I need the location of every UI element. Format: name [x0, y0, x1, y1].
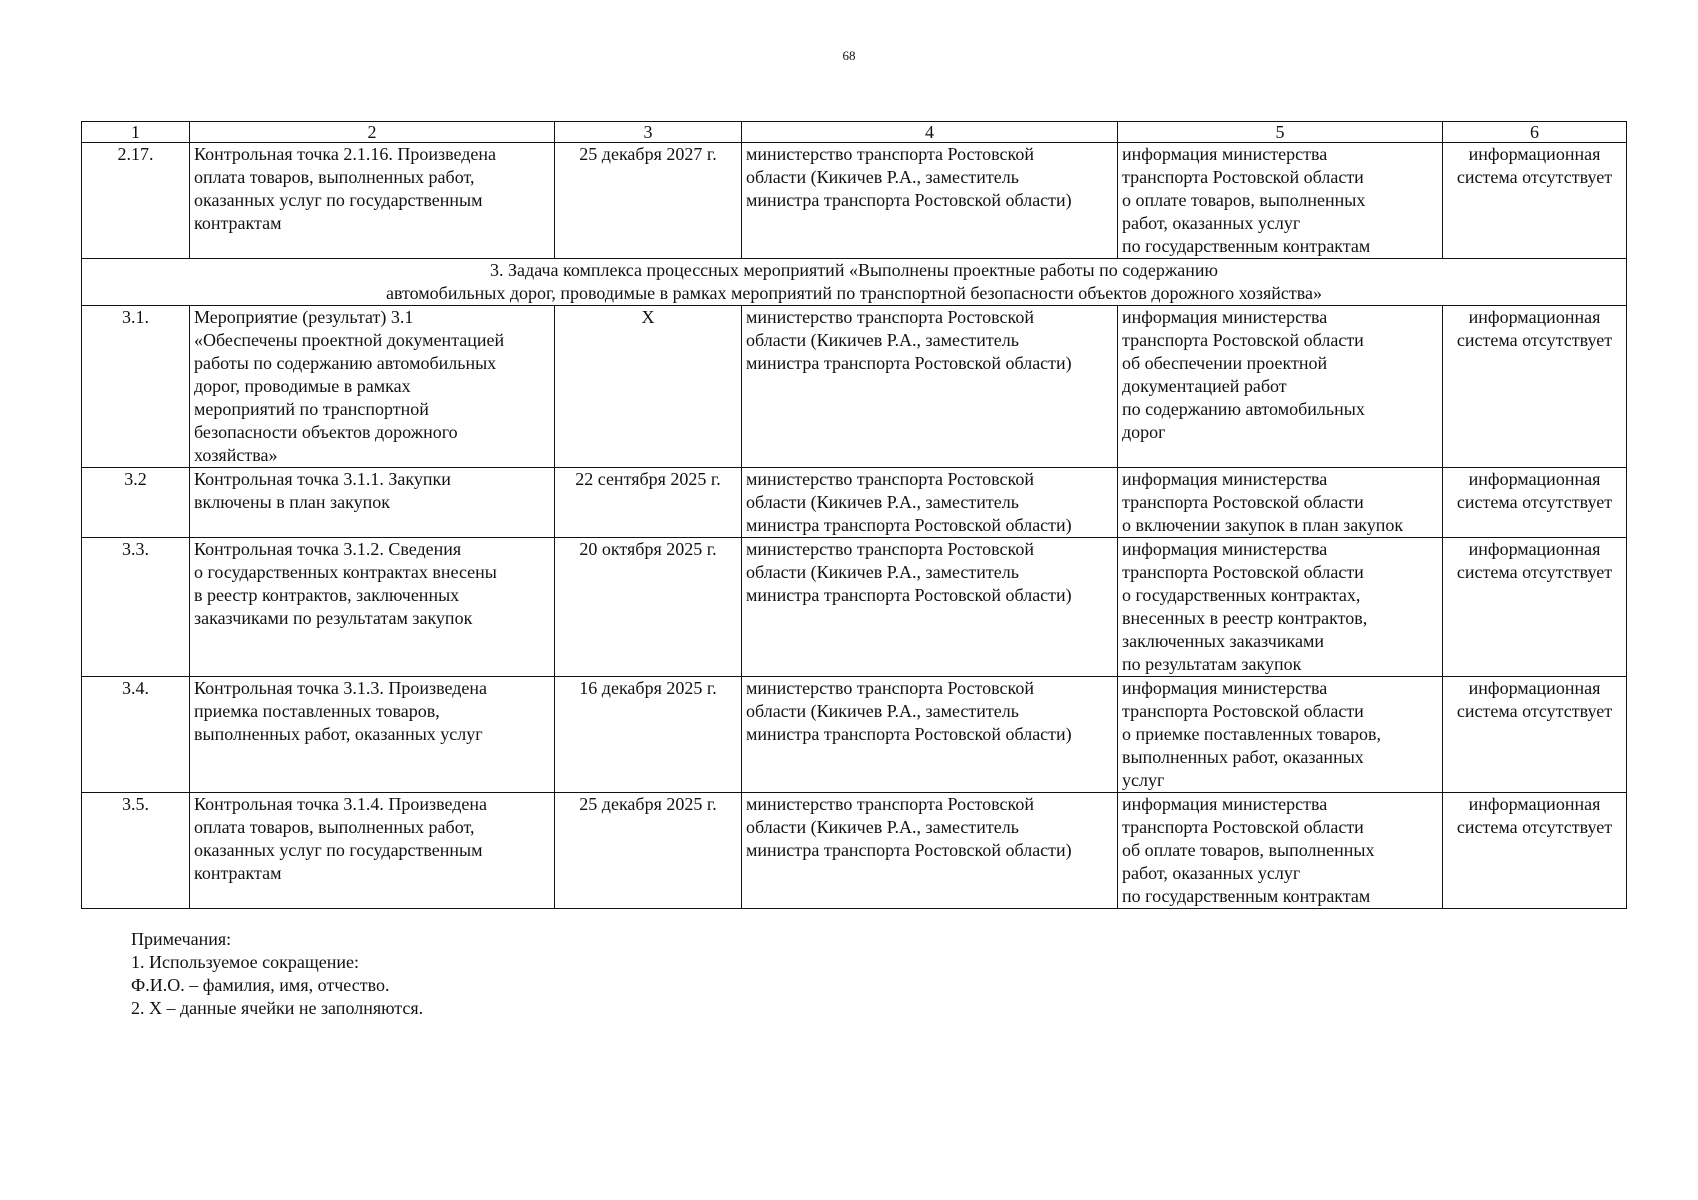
- deadline: 25 декабря 2025 г.: [555, 793, 742, 909]
- responsible: министерство транспорта Ростовской области (Кикичев Р.А., заместитель министра транспорта Ростовской области): [742, 468, 1118, 538]
- event-name: Контрольная точка 3.1.4. Произведена оплата товаров, выполненных работ, оказанных услуг по государственным контрактам: [190, 793, 555, 909]
- information-system: информационная система отсутствует: [1443, 468, 1627, 538]
- information-system: информационная система отсутствует: [1443, 306, 1627, 468]
- document-type: информация министерства транспорта Ростовской области о государственных контрактах, внесенных в реестр контрактов, заключенных заказчиками по результатам закупок: [1118, 538, 1443, 677]
- table-row: [82, 143, 1627, 259]
- responsible: министерство транспорта Ростовской области (Кикичев Р.А., заместитель министра транспорта Ростовской области): [742, 677, 1118, 793]
- column-header: 4: [742, 122, 1118, 143]
- information-system: информационная система отсутствует: [1443, 793, 1627, 909]
- information-system: информационная система отсутствует: [1443, 143, 1627, 259]
- event-name: Контрольная точка 3.1.1. Закупки включены в план закупок: [190, 468, 555, 538]
- note-line: 2. X – данные ячейки не заполняются.: [131, 998, 424, 1018]
- note-line: Ф.И.О. – фамилия, имя, отчество.: [131, 975, 390, 995]
- information-system: информационная система отсутствует: [1443, 538, 1627, 677]
- event-name: Контрольная точка 3.1.3. Произведена приемка поставленных товаров, выполненных работ, оказанных услуг: [190, 677, 555, 793]
- deadline: 20 октября 2025 г.: [555, 538, 742, 677]
- responsible: министерство транспорта Ростовской области (Кикичев Р.А., заместитель министра транспорта Ростовской области): [742, 793, 1118, 909]
- plan-table: [81, 121, 1627, 909]
- responsible: министерство транспорта Ростовской области (Кикичев Р.А., заместитель министра транспорта Ростовской области): [742, 538, 1118, 677]
- responsible: министерство транспорта Ростовской области (Кикичев Р.А., заместитель министра транспорта Ростовской области): [742, 306, 1118, 468]
- notes-block: [131, 928, 423, 1020]
- section-row: [82, 259, 1627, 306]
- column-header: 5: [1118, 122, 1443, 143]
- deadline: X: [555, 306, 742, 468]
- table-row: [82, 538, 1627, 677]
- column-header: 2: [190, 122, 555, 143]
- column-header: 1: [82, 122, 190, 143]
- document-type: информация министерства транспорта Ростовской области об оплате товаров, выполненных работ, оказанных услуг по государственным контрактам: [1118, 793, 1443, 909]
- deadline: 25 декабря 2027 г.: [555, 143, 742, 259]
- document-type: информация министерства транспорта Ростовской области о включении закупок в план закупок: [1118, 468, 1443, 538]
- row-number: 3.2: [82, 468, 190, 538]
- responsible: министерство транспорта Ростовской области (Кикичев Р.А., заместитель министра транспорта Ростовской области): [742, 143, 1118, 259]
- document-type: информация министерства транспорта Ростовской области об обеспечении проектной документацией работ по содержанию автомобильных дорог: [1118, 306, 1443, 468]
- table-row: [82, 306, 1627, 468]
- table-row: [82, 468, 1627, 538]
- event-name: Контрольная точка 2.1.16. Произведена оплата товаров, выполненных работ, оказанных услуг по государственным контрактам: [190, 143, 555, 259]
- column-header: 6: [1443, 122, 1627, 143]
- event-name: Мероприятие (результат) 3.1 «Обеспечены проектной документацией работы по содержанию автомобильных дорог, проводимые в рамках мероприятий по транспортной безопасности объектов дорожного хозяйства»: [190, 306, 555, 468]
- table-row: [82, 677, 1627, 793]
- deadline: 22 сентября 2025 г.: [555, 468, 742, 538]
- note-line: 1. Используемое сокращение:: [131, 952, 359, 972]
- row-number: 3.4.: [82, 677, 190, 793]
- section-title: 3. Задача комплекса процессных мероприятий «Выполнены проектные работы по содержанию автомобильных дорог, проводимые в рамках мероприятий по транспортной безопасности объектов дорожного хозяйства»: [82, 259, 1627, 306]
- row-number: 3.5.: [82, 793, 190, 909]
- column-header: 3: [555, 122, 742, 143]
- page-number: 68: [842, 48, 856, 63]
- row-number: 3.1.: [82, 306, 190, 468]
- notes-title: Примечания:: [131, 929, 232, 949]
- information-system: информационная система отсутствует: [1443, 677, 1627, 793]
- event-name: Контрольная точка 3.1.2. Сведения о государственных контрактах внесены в реестр контрактов, заключенных заказчиками по результатам закупок: [190, 538, 555, 677]
- table-row: [82, 793, 1627, 909]
- deadline: 16 декабря 2025 г.: [555, 677, 742, 793]
- document-type: информация министерства транспорта Ростовской области о оплате товаров, выполненных работ, оказанных услуг по государственным контрактам: [1118, 143, 1443, 259]
- row-number: 2.17.: [82, 143, 190, 259]
- header-row: [82, 122, 1627, 143]
- row-number: 3.3.: [82, 538, 190, 677]
- document-type: информация министерства транспорта Ростовской области о приемке поставленных товаров, выполненных работ, оказанных услуг: [1118, 677, 1443, 793]
